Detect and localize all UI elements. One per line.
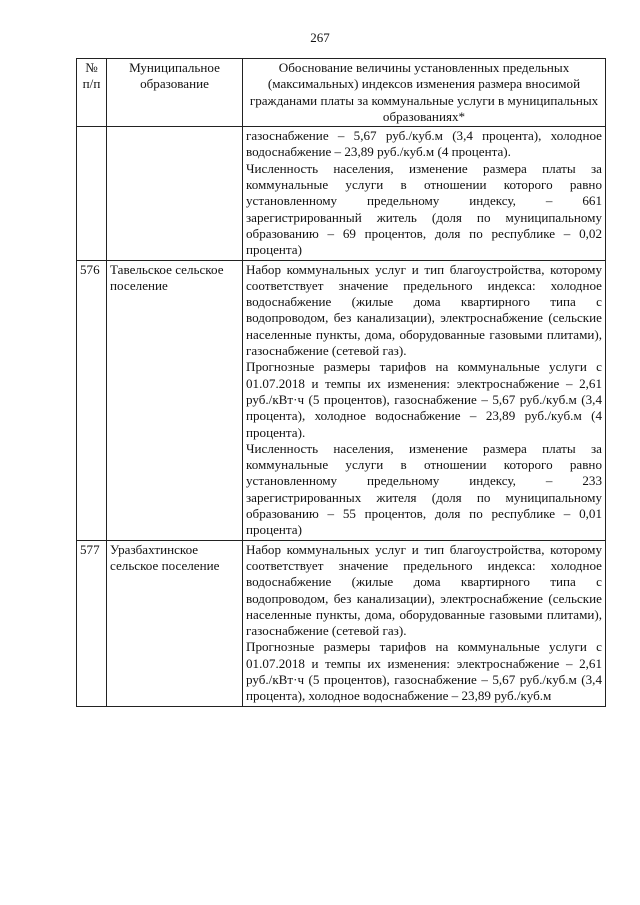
row-num: 577 bbox=[77, 540, 107, 706]
header-municipality: Муниципальное образование bbox=[107, 59, 243, 127]
header-num: № п/п bbox=[77, 59, 107, 127]
data-table bbox=[76, 58, 606, 707]
row-municipality bbox=[107, 127, 243, 260]
paragraph: Численность населения, изменение размера платы за коммунальные услуги в отношении которого равно установленному предельному индексу, – 661 зарегистрированный житель (доля по муниципальному образованию – 69 процентов, доля по республике – 0,02 процента) bbox=[246, 160, 602, 258]
page-number: 267 bbox=[310, 30, 330, 45]
paragraph: Прогнозные размеры тарифов на коммунальные услуги с 01.07.2018 и темпы их изменения: электроснабжение – 2,61 руб./кВт·ч (5 процентов), газоснабжение – 5,67 руб./куб.м (3,4 процента), холодное водоснабжение – 23,89 руб./куб.м bbox=[246, 639, 602, 704]
table-header-row bbox=[77, 59, 606, 127]
paragraph: Набор коммунальных услуг и тип благоустройства, которому соответствует значение предельного индекса: холодное водоснабжение (жилые дома квартирного типа с водопроводом, без канализации), электроснабжение (сельские населенные пункты, дома, оборудованные газовыми плитами), газоснабжение (сетевой газ). bbox=[246, 541, 602, 639]
row-justification bbox=[243, 260, 606, 540]
paragraph: Прогнозные размеры тарифов на коммунальные услуги с 01.07.2018 и темпы их изменения: электроснабжение – 2,61 руб./кВт·ч (5 процентов), газоснабжение – 5,67 руб./куб.м (3,4 процента), холодное водоснабжение – 23,89 руб./куб.м (4 процента). bbox=[246, 359, 602, 440]
paragraph: газоснабжение – 5,67 руб./куб.м (3,4 процента), холодное водоснабжение – 23,89 руб./куб.м (4 процента). bbox=[246, 128, 602, 160]
table-row bbox=[77, 260, 606, 540]
paragraph: Численность населения, изменение размера платы за коммунальные услуги в отношении которого равно установленному предельному индексу, – 233 зарегистрированных жителя (доля по муниципальному образованию – 55 процентов, доля по республике – 0,01 процента) bbox=[246, 440, 602, 538]
row-municipality: Уразбахтинское сельское поселение bbox=[107, 540, 243, 706]
row-num: 576 bbox=[77, 260, 107, 540]
table-row bbox=[77, 540, 606, 706]
row-municipality: Тавельское сельское поселение bbox=[107, 260, 243, 540]
paragraph: Набор коммунальных услуг и тип благоустройства, которому соответствует значение предельного индекса: холодное водоснабжение (жилые дома квартирного типа с водопроводом, без канализации), электроснабжение (сельские населенные пункты, дома, оборудованные газовыми плитами), газоснабжение (сетевой газ). bbox=[246, 261, 602, 359]
header-justification: Обоснование величины установленных предельных (максимальных) индексов изменения размера вносимой гражданами платы за коммунальные услуги в муниципальных образованиях* bbox=[243, 59, 606, 127]
table-row bbox=[77, 127, 606, 260]
row-num bbox=[77, 127, 107, 260]
row-justification bbox=[243, 127, 606, 260]
row-justification bbox=[243, 540, 606, 706]
